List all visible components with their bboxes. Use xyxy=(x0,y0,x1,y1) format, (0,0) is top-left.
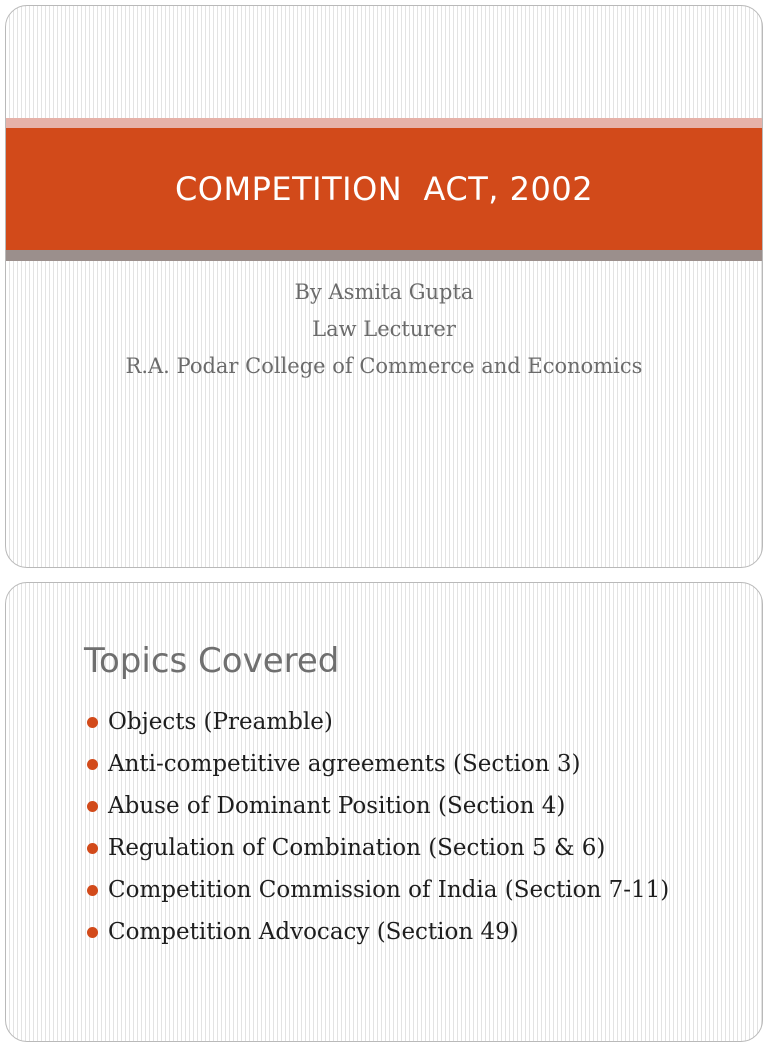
bullet-icon xyxy=(87,843,98,854)
list-item-text: Anti-competitive agreements (Section 3) xyxy=(108,751,581,777)
title-band xyxy=(6,128,762,250)
list-item xyxy=(84,869,669,911)
list-item xyxy=(84,827,669,869)
list-item xyxy=(84,911,669,953)
list-item xyxy=(84,743,669,785)
title-slide xyxy=(5,5,763,568)
list-item-text: Regulation of Combination (Section 5 & 6) xyxy=(108,835,606,861)
list-item-text: Competition Commission of India (Section 7-11) xyxy=(108,877,670,903)
list-item-text: Competition Advocacy (Section 49) xyxy=(108,919,519,945)
bullet-icon xyxy=(87,801,98,812)
topics-list xyxy=(84,701,669,953)
list-item xyxy=(84,701,669,743)
bullet-icon xyxy=(87,717,98,728)
title-band-top-stripe xyxy=(6,118,762,128)
list-item-text: Abuse of Dominant Position (Section 4) xyxy=(108,793,566,819)
author-line: By Asmita Gupta xyxy=(294,280,474,304)
bullet-icon xyxy=(87,885,98,896)
bullet-icon xyxy=(87,759,98,770)
topics-slide xyxy=(5,582,763,1042)
role-line: Law Lecturer xyxy=(312,317,456,341)
slide-subtitle xyxy=(6,274,762,385)
list-item xyxy=(84,785,669,827)
title-band-bottom-stripe xyxy=(6,250,762,261)
bullet-icon xyxy=(87,927,98,938)
slide-title: COMPETITION ACT, 2002 xyxy=(174,170,594,208)
list-item-text: Objects (Preamble) xyxy=(108,709,333,735)
institution-line: R.A. Podar College of Commerce and Economics xyxy=(125,354,643,378)
topics-heading: Topics Covered xyxy=(84,641,340,681)
